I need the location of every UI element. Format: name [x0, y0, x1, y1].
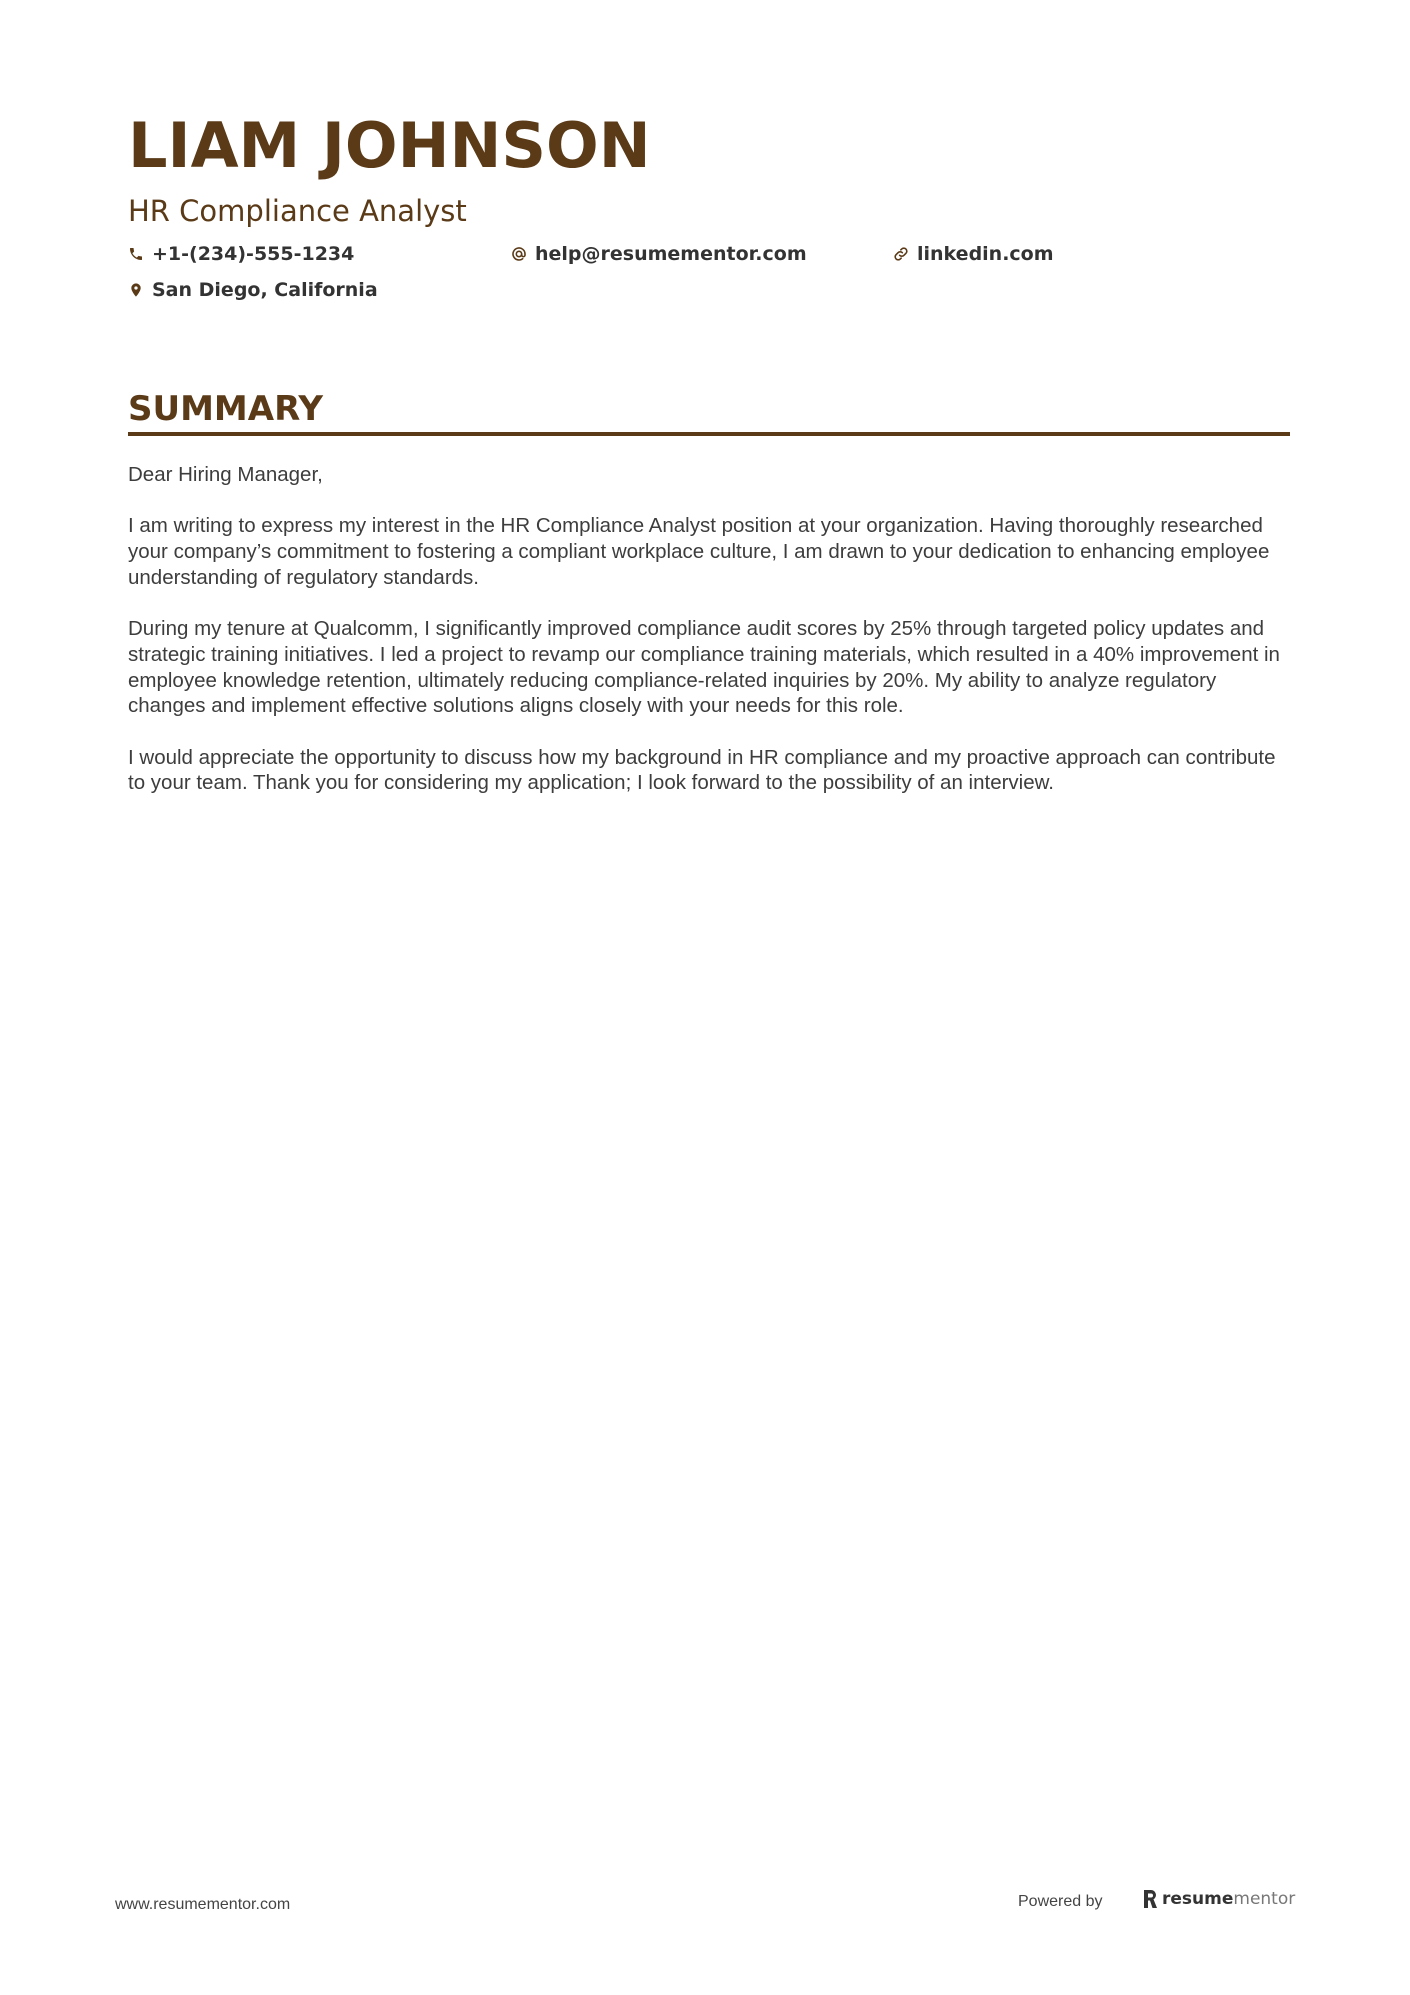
at-icon: [511, 246, 527, 262]
contact-location: [128, 278, 378, 302]
footer-powered-by: Powered by: [1018, 1893, 1103, 1910]
resumementor-logo-icon: [1142, 1889, 1158, 1909]
contact-email: [511, 242, 807, 266]
phone-icon: [128, 246, 144, 262]
salutation: Dear Hiring Manager,: [128, 463, 323, 486]
contact-phone: [128, 242, 354, 266]
candidate-title: HR Compliance Analyst: [128, 194, 467, 228]
paragraph-closing: I would appreciate the opportunity to discuss how my background in HR compliance and my proactive approach can contribute to your team. Thank you for considering my application; I look forward to the possibility of an interview.: [128, 745, 1276, 795]
email-text[interactable]: help@resumementor.com: [535, 243, 807, 265]
contact-link: [893, 242, 1054, 266]
location-text: San Diego, California: [152, 279, 378, 301]
footer-url[interactable]: www.resumementor.com: [115, 1896, 291, 1913]
summary-body: [128, 462, 1290, 822]
link-icon: [893, 246, 909, 262]
paragraph-intro: I am writing to express my interest in the HR Compliance Analyst position at your organization. Having thoroughly researched your company’s commitment to fostering a compliant workplace culture, I am drawn to your dedication to enhancing employee understanding of regulatory standards.: [128, 514, 1270, 589]
summary-heading: SUMMARY: [128, 389, 324, 429]
footer-brand-logo[interactable]: [1142, 1889, 1295, 1909]
location-pin-icon: [128, 282, 144, 298]
candidate-name: LIAM JOHNSON: [128, 109, 651, 182]
section-divider: [128, 432, 1290, 436]
paragraph-experience: During my tenure at Qualcomm, I significantly improved compliance audit scores by 25% through targeted policy updates and strategic training initiatives. I led a project to revamp our compliance training materials, which resulted in a 40% improvement in employee knowledge retention, ultimately reducing compliance-related inquiries by 20%. My ability to analyze regulatory changes and implement effective solutions aligns closely with your needs for this role.: [128, 617, 1280, 718]
link-text[interactable]: linkedin.com: [917, 243, 1054, 265]
brand-text-mentor: mentor: [1233, 1889, 1296, 1909]
brand-text-resume: resume: [1162, 1889, 1234, 1909]
phone-text[interactable]: +1-(234)-555-1234: [152, 243, 355, 265]
